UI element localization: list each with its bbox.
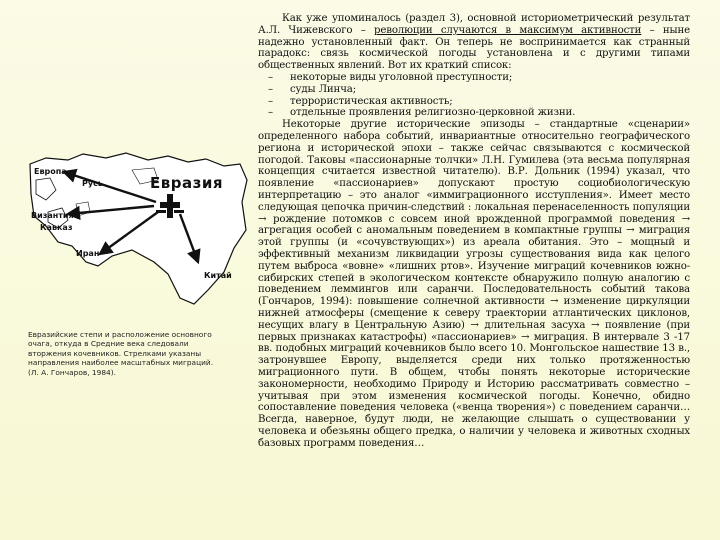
map-caption	[28, 330, 228, 377]
caption-source: (Л. А. Гончаров, 1984).	[28, 367, 116, 377]
map-title: Евразия	[150, 174, 223, 192]
article-text	[258, 13, 690, 449]
intro-paragraph	[258, 13, 690, 72]
caption-text: Евразийские степи и расположение основного очага, откуда в Средние века следовали вторжения кочевников. Стрелками указаны направления наиболее масштабных миграций.	[28, 330, 214, 368]
list-item: – отдельные проявления религиозно-церковной жизни.	[258, 107, 690, 119]
body-paragraph: Некоторые другие исторические эпизоды – стандартные «сценарии» определенного набора событий, инвариантные относительно географического региона и исторической эпохи – также сейчас связываются с космической погодой. Таковы «пассионарные толчки» Л.Н. Гумилева (эта весьма популярная концепция считается известной читателю). В.Р. Дольник (1994) указал, что появление «пассионариев» допускают простую социобиологическую интерпретацию – это аналог «иммиграционного исступления». Имеет место следующая цепочка причин-следствий : локальная перенаселенность популяции → рождение потомков с совсем иной врожденной программой поведения → агрегация особей с аномальным поведением в компактные группы → миграция этой группы (и «сочувствующих») из ареала обитания. Это – мощный и эффективный механизм ликвидации угрозы существования вида как целого путем выброса «вовне» «лишних ртов». Изучение миграций кочевников южно-сибирских степей в экологическом контексте обнаружило полную аналогию с поведением леммингов или саранчи. Последовательность событий такова (Гончаров, 1994): повышение солнечной активности → изменение циркуляции нижней атмосферы (смещение к северу траектории атлантических циклонов, несущих влагу в Центральную Азию) → длительная засуха → появление (при первых признаках катастрофы) «пассионариев» → миграция. В интервале 3 -17 вв. подобных миграций кочевников было всего 10. Монгольское нашествие 13 в., затронувшее Европу, выделяется среди них только протяженностью миграционного пути. В общем, чтобы понять некоторые исторические закономерности, необходимо Природу и Историю рассматривать совместно – учитывая при этом изменения космической погоды. Конечно, обидно сопоставление поведения человека («венца творения») с поведением саранчи… Всегда, наверное, будут люди, не желающие слышать о существовании у человека и обезьяны общего предка, о наличии у человека и животных сходных базовых программ поведения…	[258, 119, 690, 449]
list-item: – террористическая активность;	[258, 96, 690, 108]
intro-after: – ныне надежно установленный факт. Он теперь не воспринимается как странный парадокс: связь космической погоды установлена и с другими типами общественных явлений. Вот их краткий список:	[258, 24, 690, 72]
list-item: – суды Линча;	[258, 84, 690, 96]
map-figure	[28, 150, 250, 377]
label-byzantium: Византия	[31, 211, 74, 220]
label-caucasus: Кавказ	[40, 223, 73, 232]
label-china: Китай	[204, 271, 232, 280]
list-item: – некоторые виды уголовной преступности;	[258, 72, 690, 84]
phenomena-list	[258, 72, 690, 119]
intro-underlined: революции случаются в максимум активности	[373, 24, 642, 36]
label-rus: Русь	[82, 179, 103, 188]
label-iran: Иран	[76, 249, 100, 258]
label-europe: Европа	[34, 167, 67, 176]
intro-before: Как уже упоминалось (раздел 3), основной историометрический результат А.Л. Чижевского –	[258, 13, 690, 36]
eurasia-map	[28, 150, 250, 324]
